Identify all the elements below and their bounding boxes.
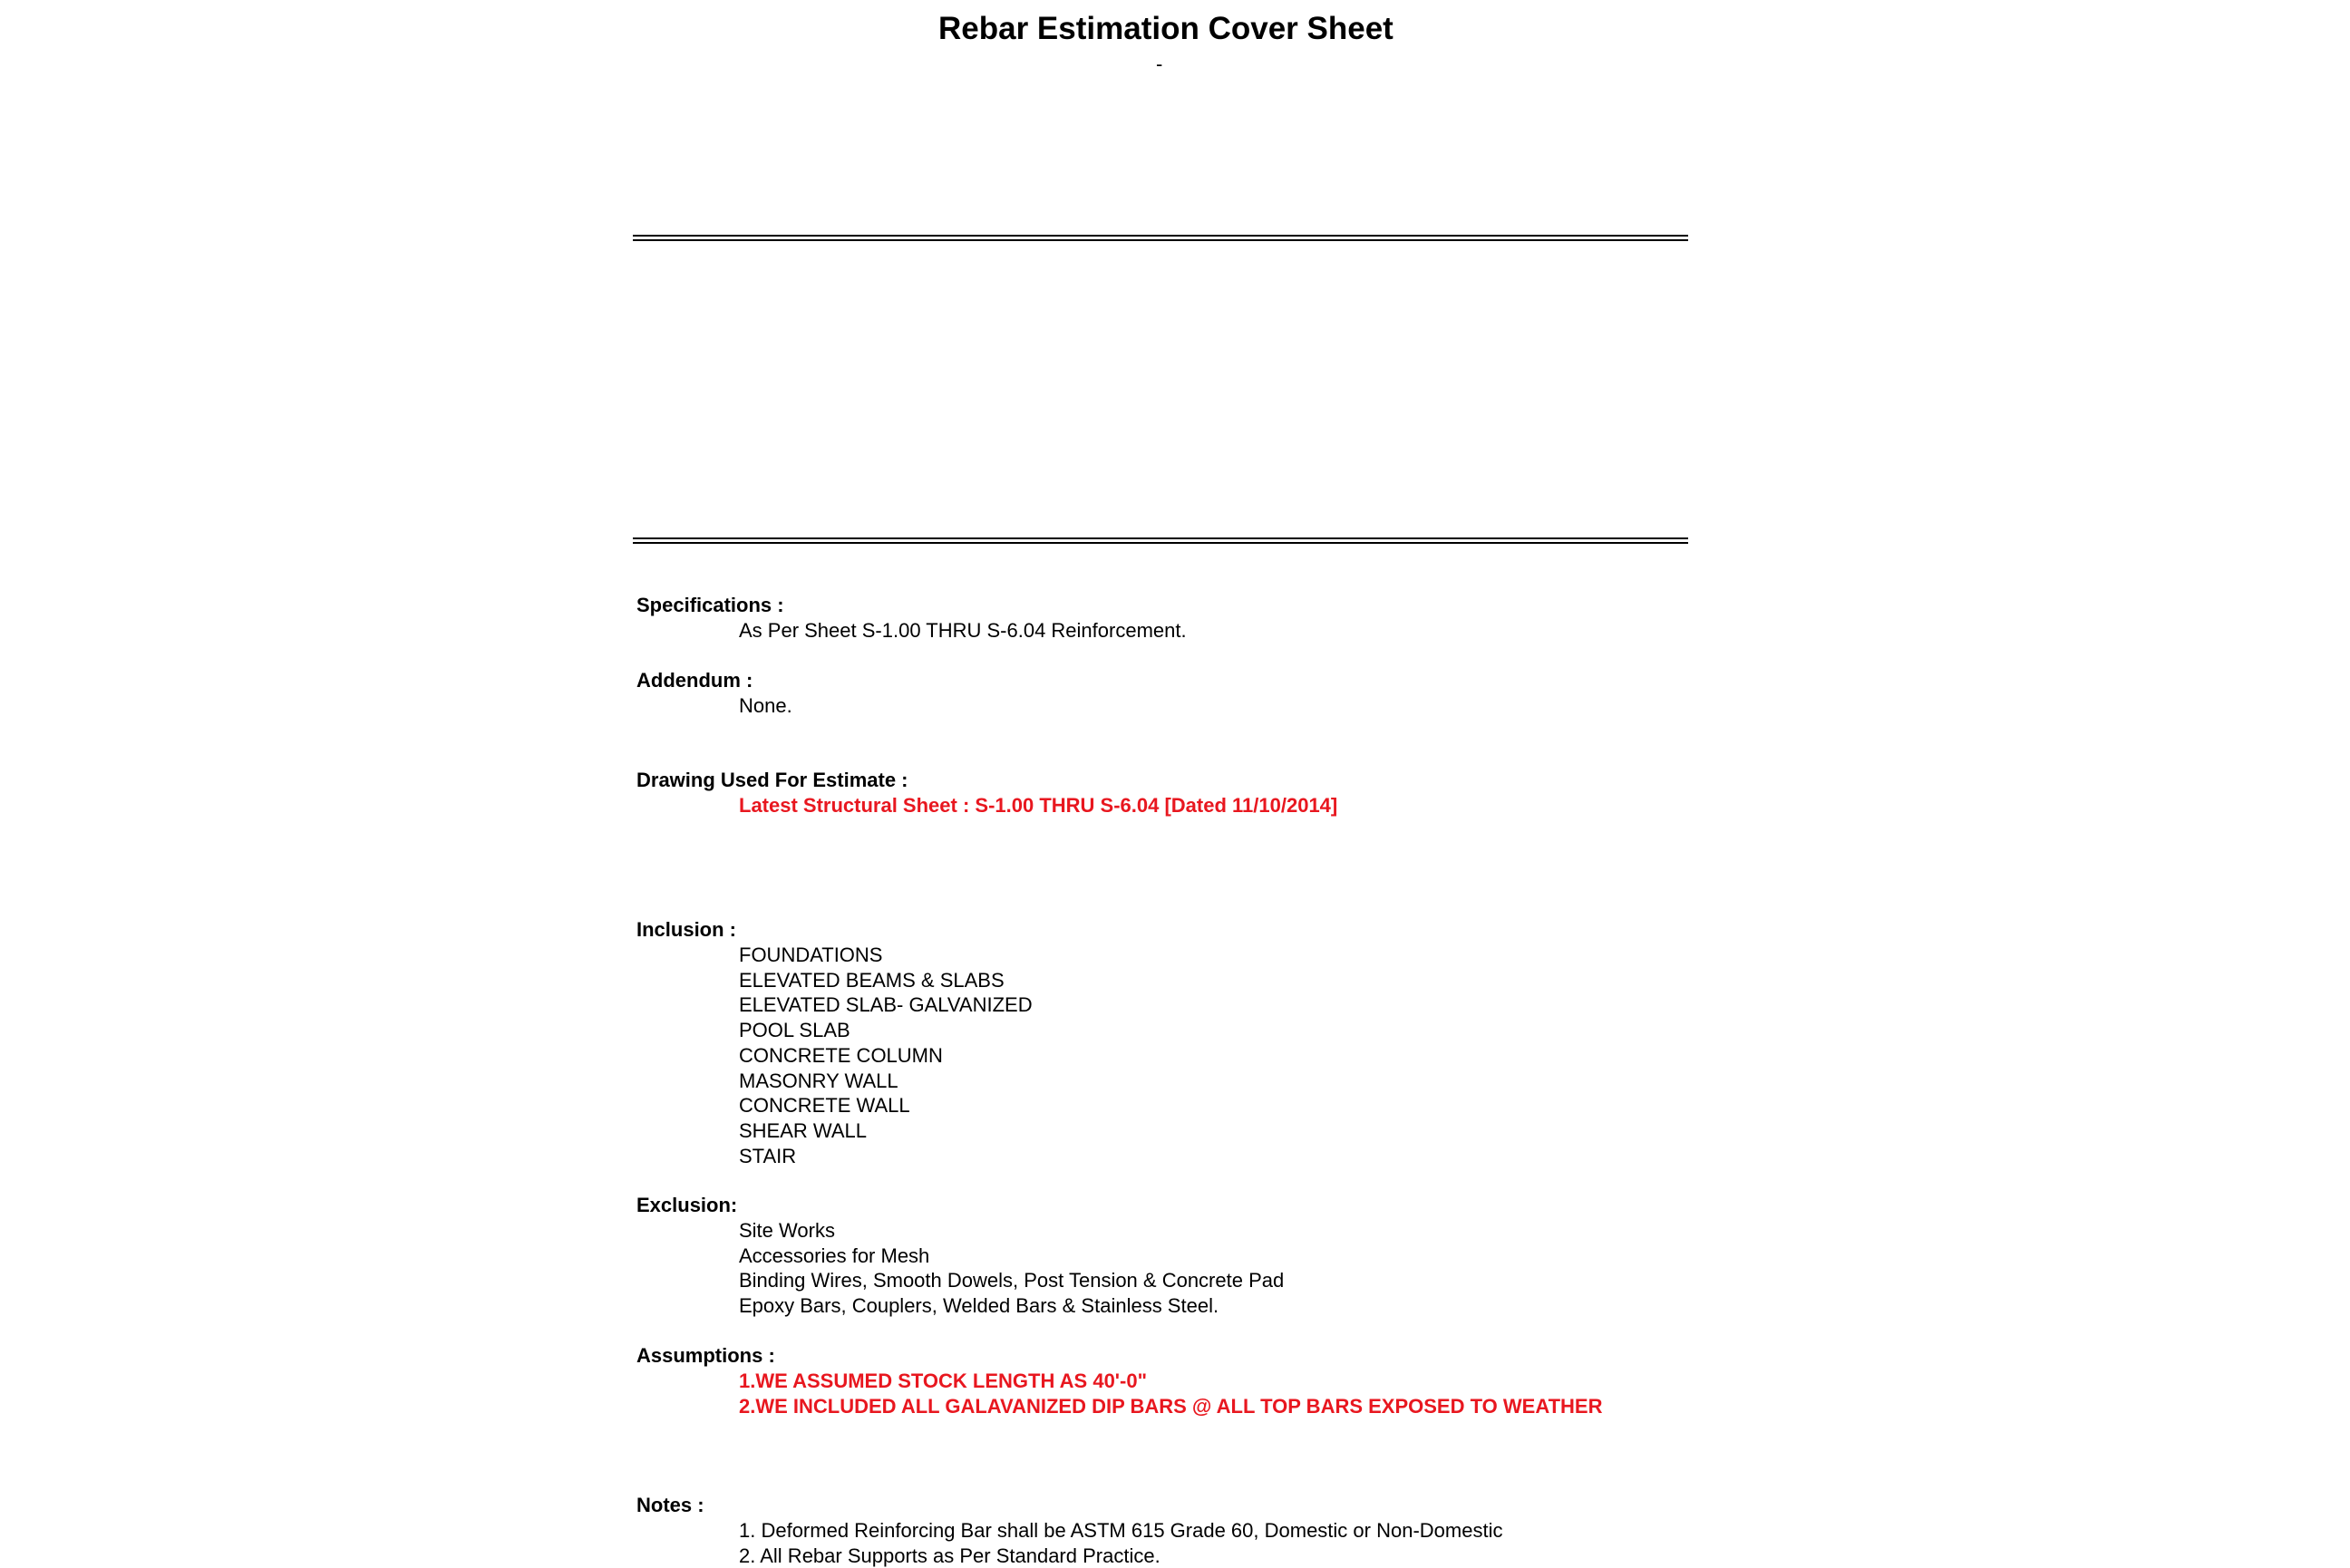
bottom-double-rule <box>633 537 1688 544</box>
exclusion-item: Site Works <box>739 1219 835 1242</box>
note-item: 1. Deformed Reinforcing Bar shall be ASTM 615 Grade 60, Domestic or Non-Domestic <box>739 1519 1503 1542</box>
addendum-item: None. <box>739 694 792 717</box>
drawing-item: Latest Structural Sheet : S-1.00 THRU S-6.04 [Dated 11/10/2014] <box>739 794 1338 817</box>
top-double-rule <box>633 235 1688 241</box>
inclusion-item: MASONRY WALL <box>739 1069 898 1092</box>
exclusion-list <box>739 1218 1284 1319</box>
inclusion-item: STAIR <box>739 1144 797 1167</box>
inclusion-list <box>739 943 1033 1168</box>
addendum-list <box>739 693 792 719</box>
exclusion-label: Exclusion: <box>636 1194 738 1216</box>
page-subtitle: - <box>1156 53 1163 75</box>
assumptions-list <box>739 1369 1602 1418</box>
notes-label: Notes : <box>636 1494 704 1516</box>
inclusion-item: ELEVATED BEAMS & SLABS <box>739 968 1005 992</box>
inclusion-item: FOUNDATIONS <box>739 944 883 966</box>
notes-list <box>739 1518 1502 1568</box>
specifications-label: Specifications : <box>636 594 784 616</box>
exclusion-item: Accessories for Mesh <box>739 1244 930 1267</box>
addendum-label: Addendum : <box>636 669 753 692</box>
drawing-list <box>739 793 1337 818</box>
inclusion-item: POOL SLAB <box>739 1019 850 1042</box>
specifications-item: As Per Sheet S-1.00 THRU S-6.04 Reinforcement. <box>739 619 1187 642</box>
page-title: Rebar Estimation Cover Sheet <box>938 11 1393 46</box>
inclusion-item: ELEVATED SLAB- GALVANIZED <box>739 993 1033 1017</box>
exclusion-item: Epoxy Bars, Couplers, Welded Bars & Stainless Steel. <box>739 1294 1219 1318</box>
specifications-list <box>739 618 1187 644</box>
assumption-item: 2.WE INCLUDED ALL GALAVANIZED DIP BARS @ ALL TOP BARS EXPOSED TO WEATHER <box>739 1394 1603 1418</box>
inclusion-label: Inclusion : <box>636 918 736 941</box>
assumptions-label: Assumptions : <box>636 1344 775 1367</box>
drawing-label: Drawing Used For Estimate : <box>636 769 908 791</box>
inclusion-item: CONCRETE WALL <box>739 1094 910 1118</box>
assumption-item: 1.WE ASSUMED STOCK LENGTH AS 40'-0" <box>739 1370 1148 1392</box>
inclusion-item: SHEAR WALL <box>739 1118 868 1142</box>
inclusion-item: CONCRETE COLUMN <box>739 1043 943 1067</box>
exclusion-item: Binding Wires, Smooth Dowels, Post Tension & Concrete Pad <box>739 1269 1285 1292</box>
note-item: 2. All Rebar Supports as Per Standard Practice. <box>739 1544 1160 1567</box>
